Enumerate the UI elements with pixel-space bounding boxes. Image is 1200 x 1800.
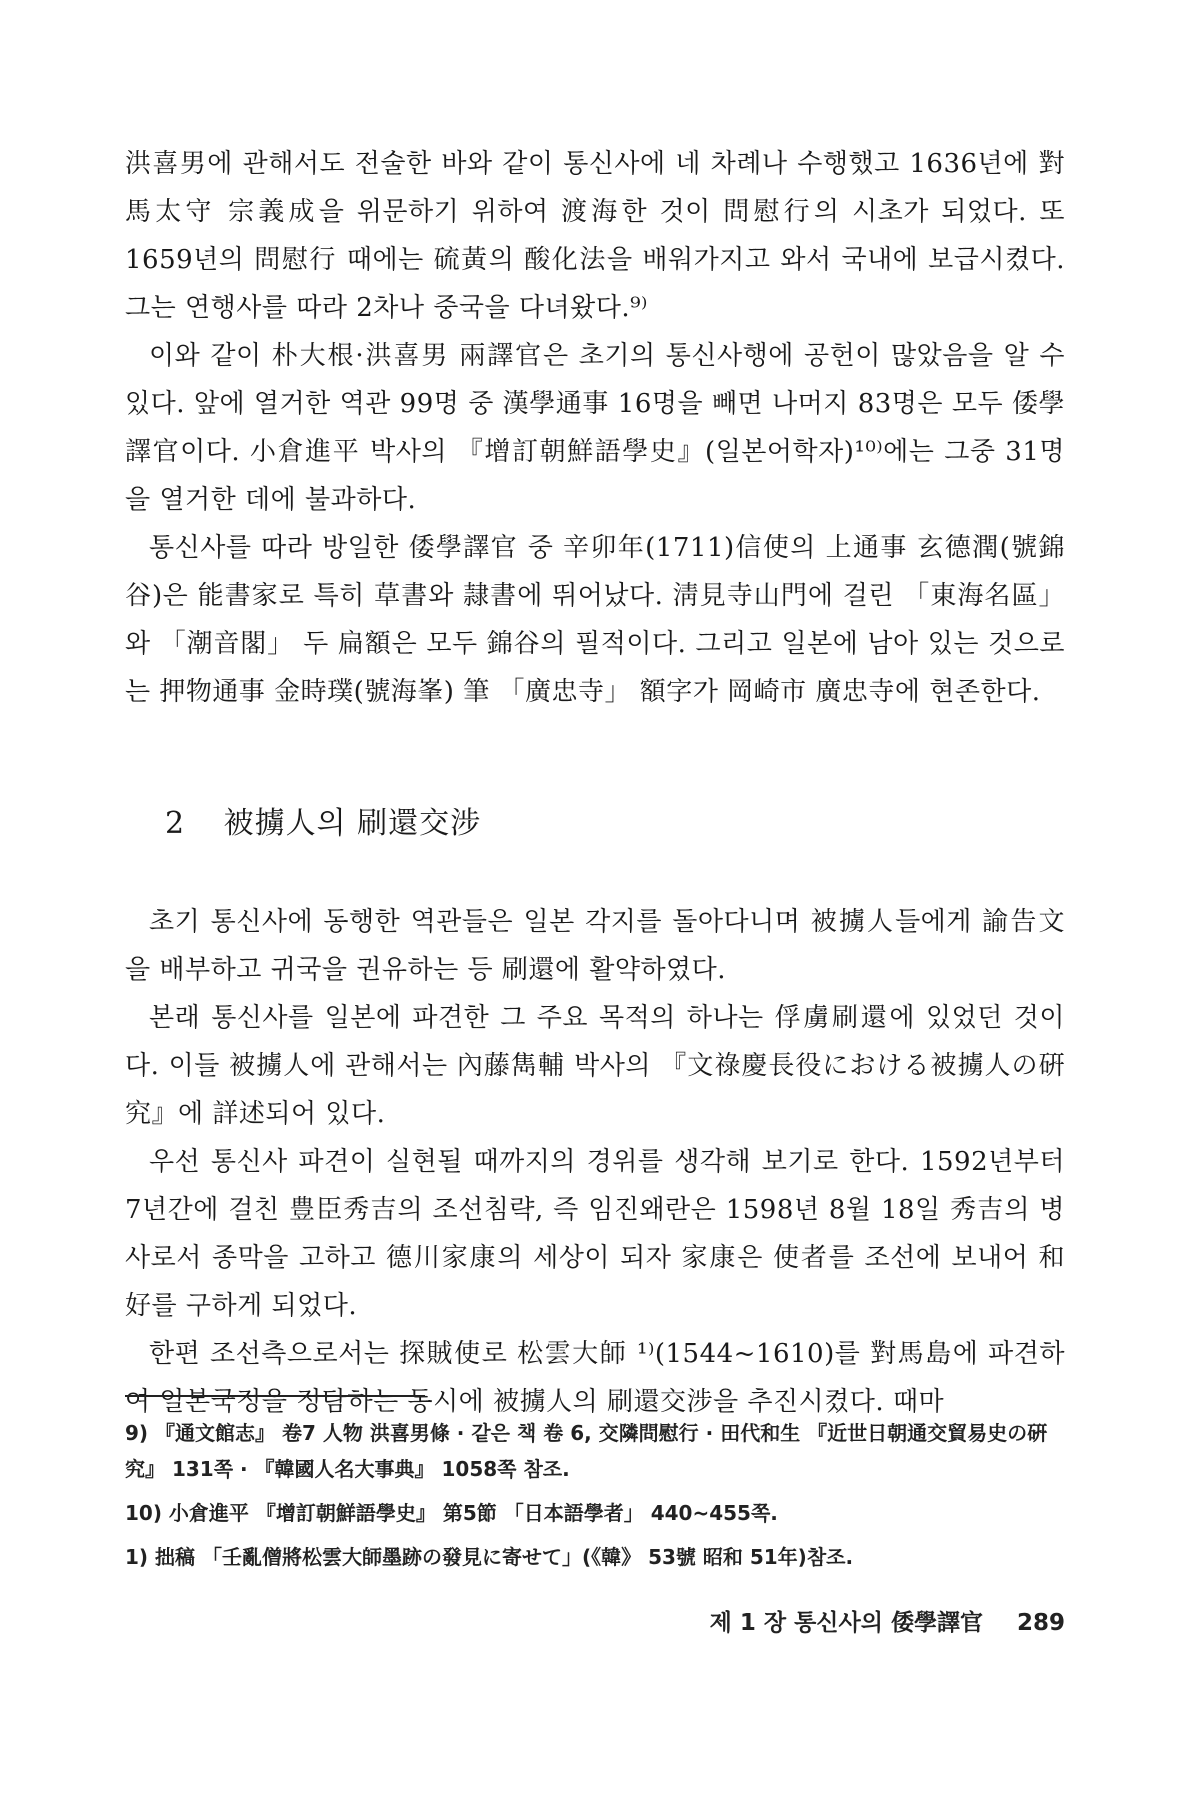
section-title: 被擄人의 刷還交涉 [223, 806, 482, 841]
footnotes [125, 1415, 1065, 1583]
chapter-title: 제 1 장 통신사의 倭學譯官 [709, 1610, 983, 1636]
footnote-10: 10) 小倉進平 『增訂朝鮮語學史』 第5節 「日本語學者」 440~455쪽. [125, 1501, 778, 1525]
section-heading [165, 798, 1065, 842]
section-paragraph-4: 한편 조선측으로서는 探賊使로 松雲大師 ¹⁾(1544~1610)를 對馬島에 파견하여 일본국정을 정탐하는 동시에 被擄人의 刷還交涉을 추진시켰다. 때마 [125, 1339, 1065, 1417]
page-body [125, 140, 1065, 1426]
running-footer [710, 1604, 1065, 1637]
footnote-9: 9) 『通文館志』 卷7 人物 洪喜男條 · 같은 책 卷 6, 交隣問慰行 · 田代和生 『近世日朝通交貿易史の硏究』 131쪽 · 『韓國人名大事典』 1058쪽 참조. [125, 1421, 1048, 1481]
footnote-divider [125, 1395, 425, 1397]
footnote-1: 1) 拙稿 「壬亂僧將松雲大師墨跡の發見に寄せて」(《韓》 53號 昭和 51年)참조. [125, 1545, 854, 1569]
body-paragraph-3: 통신사를 따라 방일한 倭學譯官 중 辛卯年(1711)信使의 上通事 玄德潤(號錦谷)은 能書家로 특히 草書와 隷書에 뛰어났다. 淸見寺山門에 걸린 「東海名區」와 「潮音閣」 두 扁額은 모두 錦谷의 필적이다. 그리고 일본에 남아 있는 것으로는 押物通事 金時璞(號海峯) 筆 「廣忠寺」 額字가 岡崎市 廣忠寺에 현존한다. [125, 533, 1065, 707]
section-paragraph-1: 초기 통신사에 동행한 역관들은 일본 각지를 돌아다니며 被擄人들에게 諭告文을 배부하고 귀국을 권유하는 등 刷還에 활약하였다. [125, 907, 1065, 985]
section-paragraph-2: 본래 통신사를 일본에 파견한 그 주요 목적의 하나는 俘虜刷還에 있었던 것이다. 이들 被擄人에 관해서는 內藤雋輔 박사의 『文祿慶長役における被擄人の硏究』에 詳述되어 있다. [125, 1003, 1065, 1129]
page-number: 289 [1016, 1610, 1065, 1636]
section-number: 2 [165, 806, 186, 841]
body-paragraph-2: 이와 같이 朴大根·洪喜男 兩譯官은 초기의 통신사행에 공헌이 많았음을 알 수 있다. 앞에 열거한 역관 99명 중 漢學通事 16명을 빼면 나머지 83명은 모두 倭學譯官이다. 小倉進平 박사의 『增訂朝鮮語學史』(일본어학자)¹⁰⁾에는 그중 31명을 열거한 데에 불과하다. [125, 341, 1065, 515]
body-paragraph-1: 洪喜男에 관해서도 전술한 바와 같이 통신사에 네 차례나 수행했고 1636년에 對馬太守 宗義成을 위문하기 위하여 渡海한 것이 問慰行의 시초가 되었다. 또 1659년의 問慰行 때에는 硫黃의 酸化法을 배워가지고 와서 국내에 보급시켰다. 그는 연행사를 따라 2차나 중국을 다녀왔다.⁹⁾ [125, 149, 1065, 323]
section-paragraph-3: 우선 통신사 파견이 실현될 때까지의 경위를 생각해 보기로 한다. 1592년부터 7년간에 걸친 豊臣秀吉의 조선침략, 즉 임진왜란은 1598년 8월 18일 秀吉의 병사로서 종막을 고하고 德川家康의 세상이 되자 家康은 使者를 조선에 보내어 和好를 구하게 되었다. [125, 1147, 1065, 1321]
